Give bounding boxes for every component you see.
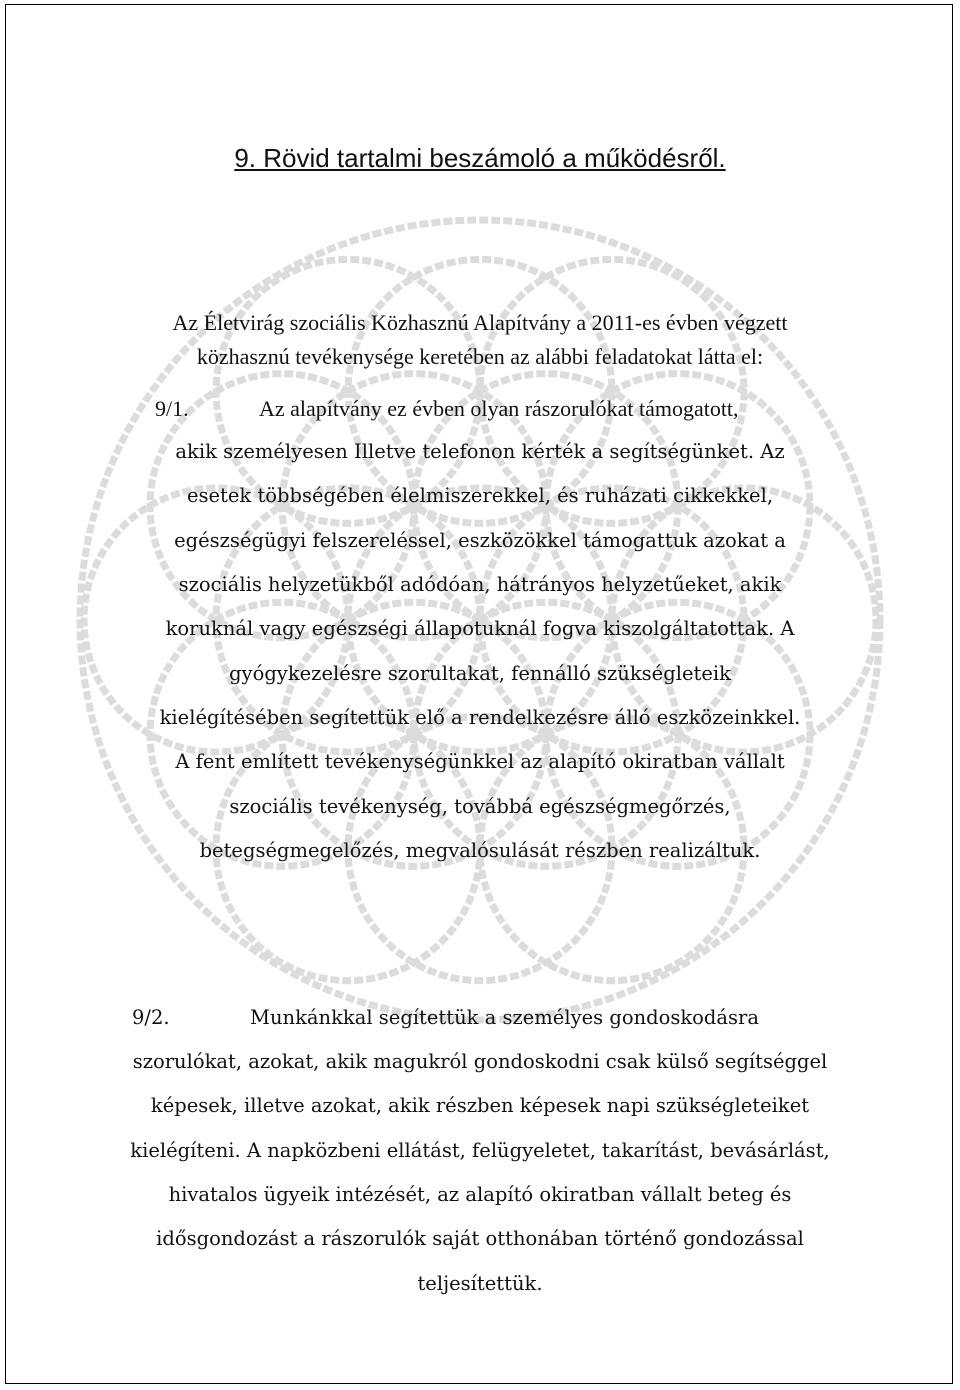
section-1-line: esetek többségében élelmiszerekkel, és ruházati cikkekkel, [186, 484, 774, 507]
page-title: 9. Rövid tartalmi beszámoló a működésről. [234, 143, 726, 173]
section-2-line: kielégíteni. A napközbeni ellátást, felügyeletet, takarítást, bevásárlást, [130, 1139, 830, 1162]
section-1-line: koruknál vagy egészségi állapotuknál fogva kiszolgáltatottak. A [165, 617, 795, 640]
section-1-line: szociális tevékenység, továbbá egészségmegőrzés, [229, 795, 731, 818]
section-2-line: hivatalos ügyeik intézését, az alapító okiratban vállalt beteg és [168, 1183, 792, 1206]
section-1-line: kielégítésében segítettük elő a rendelkezésre álló eszközeinkkel. [159, 706, 801, 729]
section-1-line: egészségügyi felszereléssel, eszközökkel támogattuk azokat a [174, 529, 786, 552]
section-2-line: képesek, illetve azokat, akik részben képesek napi szükségleteiket [150, 1094, 810, 1117]
section-1-line: gyógykezelésre szorultakat, fennálló szükségleteik [229, 662, 731, 685]
section-2-number: 9/2. [132, 1006, 170, 1029]
section-2-line: idősgondozást a rászorulók saját otthonában történő gondozással [156, 1227, 804, 1250]
section-2-line: szorulókat, azokat, akik magukról gondoskodni csak külső segítséggel [132, 1050, 828, 1073]
section-1-number: 9/1. [155, 396, 189, 421]
intro-line-2: közhasznú tevékenysége keretében az alábbi feladatokat látta el: [196, 344, 764, 369]
section-1-first-line: Az alapítvány ez évben olyan rászorulókat támogatott, [259, 396, 739, 421]
section-2-first-line: Munkánkkal segítettük a személyes gondoskodásra [250, 1006, 759, 1029]
section-2-line: teljesítettük. [417, 1272, 543, 1295]
intro-line-1: Az Életvirág szociális Közhasznú Alapítvány a 2011-es évben végzett [172, 310, 788, 335]
section-1-line: akik személyesen Illetve telefonon kérték a segítségünket. Az [175, 440, 785, 463]
section-1-line: szociális helyzetükből adódóan, hátrányos helyzetűeket, akik [178, 573, 782, 596]
section-1-line: betegségmegelőzés, megvalósulását részben realizáltuk. [199, 839, 761, 862]
section-1-line: A fent említett tevékenységünkkel az alapító okiratban vállalt [175, 750, 785, 773]
